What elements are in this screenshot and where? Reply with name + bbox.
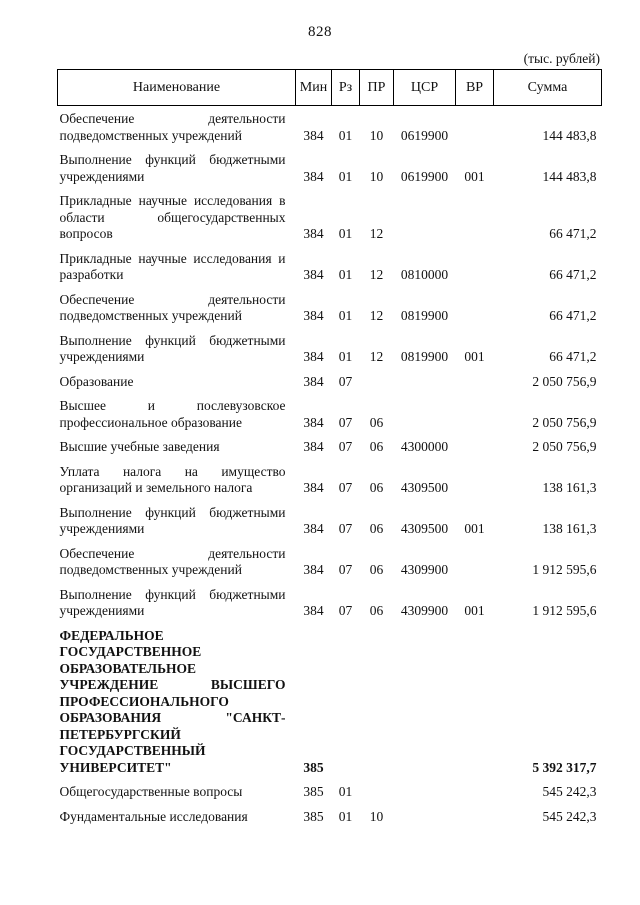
name-cell: Высшее и послевузовское профессиональное образование (59, 398, 286, 430)
pr-cell: 06 (369, 603, 384, 618)
table-row (58, 147, 602, 188)
pr-cell (360, 779, 394, 804)
header-row (58, 70, 602, 106)
csr-cell (394, 393, 456, 434)
csr-cell: 0619900 (400, 127, 449, 143)
table-body (58, 106, 602, 829)
sum-cell: 138 161,3 (542, 521, 597, 536)
vr-cell (456, 779, 494, 804)
pr-cell: 06 (369, 480, 384, 495)
min-cell: 385 (303, 759, 324, 775)
csr-cell: 4309900 (400, 603, 449, 618)
table-row (58, 459, 602, 500)
min-cell: 385 (303, 784, 324, 799)
budget-table (57, 69, 602, 828)
pr-cell: 10 (369, 808, 384, 824)
rz-cell: 07 (338, 562, 353, 577)
rz-cell (332, 623, 360, 780)
min-cell: 384 (303, 127, 324, 143)
vr-cell: 001 (464, 603, 485, 618)
sum-cell: 545 242,3 (542, 808, 597, 824)
name-cell: Обеспечение деятельности подведомственных учреждений (59, 111, 286, 143)
pr-cell (360, 369, 394, 394)
rz-cell: 01 (338, 127, 353, 143)
csr-cell: 0819900 (400, 308, 449, 323)
vr-cell (456, 246, 494, 287)
name-cell: Выполнение функций бюджетными учреждениями (59, 504, 286, 536)
rz-cell: 01 (338, 808, 353, 824)
vr-cell (456, 434, 494, 459)
table-row (58, 582, 602, 623)
min-cell: 384 (303, 168, 324, 184)
vr-cell (456, 188, 494, 246)
rz-cell: 01 (338, 349, 353, 364)
table-row (58, 328, 602, 369)
pr-cell: 12 (369, 226, 384, 241)
sum-cell: 1 912 595,6 (532, 562, 597, 577)
csr-cell: 4309900 (400, 562, 449, 577)
rz-cell: 01 (338, 784, 353, 799)
vr-cell: 001 (464, 349, 485, 364)
name-cell: Общегосударственные вопросы (59, 784, 243, 799)
sum-cell: 144 483,8 (542, 127, 597, 143)
csr-cell: 4309500 (400, 521, 449, 536)
vr-cell (456, 623, 494, 780)
table-header (58, 70, 602, 106)
csr-cell (394, 623, 456, 780)
pr-cell (360, 623, 394, 780)
rz-cell: 01 (338, 226, 353, 241)
csr-cell: 0619900 (400, 168, 449, 184)
pr-cell: 12 (369, 267, 384, 282)
header-cell-csr: ЦСР (394, 70, 456, 106)
csr-cell (394, 188, 456, 246)
min-cell: 385 (303, 808, 324, 824)
min-cell: 384 (303, 226, 324, 241)
min-cell: 384 (303, 308, 324, 323)
pr-cell: 06 (369, 439, 384, 454)
name-cell: Уплата налога на имущество организаций и земельного налога (59, 463, 286, 495)
rz-cell: 07 (338, 439, 353, 454)
rz-cell: 01 (338, 308, 353, 323)
name-cell: Образование (59, 373, 134, 389)
vr-cell (456, 459, 494, 500)
header-cell-pr: ПР (360, 70, 394, 106)
vr-cell (456, 287, 494, 328)
table-row (58, 434, 602, 459)
table-row (58, 246, 602, 287)
pr-cell: 10 (369, 127, 384, 143)
rz-cell: 07 (338, 521, 353, 536)
sum-cell: 66 471,2 (549, 226, 597, 241)
sum-cell: 138 161,3 (542, 480, 597, 495)
min-cell: 384 (303, 439, 324, 454)
name-cell: Обеспечение деятельности подведомственных учреждений (59, 545, 286, 577)
min-cell: 384 (303, 349, 324, 364)
csr-cell: 4300000 (400, 439, 449, 454)
table-row (58, 393, 602, 434)
vr-cell (456, 541, 494, 582)
name-cell: Высшие учебные заведения (59, 439, 220, 454)
table-row (58, 804, 602, 829)
sum-cell: 2 050 756,9 (532, 373, 597, 389)
sum-cell: 2 050 756,9 (532, 439, 597, 454)
pr-cell: 12 (369, 308, 384, 323)
pr-cell: 06 (369, 521, 384, 536)
min-cell: 384 (303, 267, 324, 282)
sum-cell: 66 471,2 (549, 349, 597, 364)
vr-cell (456, 804, 494, 829)
vr-cell: 001 (464, 168, 485, 184)
rz-cell: 07 (338, 373, 353, 389)
table-row (58, 779, 602, 804)
units-note: (тыс. рублей) (523, 51, 600, 66)
pr-cell: 06 (369, 562, 384, 577)
name-cell: ФЕДЕРАЛЬНОЕ ГОСУДАРСТВЕННОЕ ОБРАЗОВАТЕЛЬНОЕ УЧРЕЖДЕНИЕ ВЫСШЕГО ПРОФЕССИОНАЛЬНОГО ОБРАЗОВАНИЯ "САНКТ-ПЕТЕРБУРГСКИЙ ГОСУДАРСТВЕННЫЙ УНИВЕРСИТЕТ" (59, 627, 286, 775)
name-cell: Прикладные научные исследования в области общегосударственных вопросов (59, 193, 286, 241)
sum-cell: 66 471,2 (549, 308, 597, 323)
table-row (58, 287, 602, 328)
name-cell: Выполнение функций бюджетными учреждениями (59, 332, 286, 364)
sum-cell: 1 912 595,6 (532, 603, 597, 618)
header-cell-rz: Рз (332, 70, 360, 106)
pr-cell: 10 (369, 168, 384, 184)
csr-cell (394, 779, 456, 804)
header-cell-min: Мин (296, 70, 332, 106)
csr-cell (394, 804, 456, 829)
sum-cell: 144 483,8 (542, 168, 597, 184)
min-cell: 384 (303, 562, 324, 577)
table-row (58, 623, 602, 780)
page-number: 828 (308, 24, 332, 40)
rz-cell: 07 (338, 480, 353, 495)
name-cell: Обеспечение деятельности подведомственных учреждений (59, 291, 286, 323)
rz-cell: 01 (338, 267, 353, 282)
table-row (58, 106, 602, 148)
name-cell: Выполнение функций бюджетными учреждениями (59, 152, 286, 184)
pr-cell: 06 (369, 414, 384, 430)
csr-cell: 4309500 (400, 480, 449, 495)
rz-cell: 07 (338, 603, 353, 618)
min-cell: 384 (303, 373, 324, 389)
table-row (58, 188, 602, 246)
header-cell-name: Наименование (58, 70, 296, 106)
pr-cell: 12 (369, 349, 384, 364)
min-cell: 384 (303, 521, 324, 536)
vr-cell (456, 393, 494, 434)
header-cell-sum: Сумма (494, 70, 602, 106)
table-row (58, 541, 602, 582)
vr-cell: 001 (464, 521, 485, 536)
table-row (58, 369, 602, 394)
header-cell-vr: ВР (456, 70, 494, 106)
min-cell: 384 (303, 603, 324, 618)
sum-cell: 545 242,3 (542, 784, 597, 799)
sum-cell: 66 471,2 (549, 267, 597, 282)
min-cell: 384 (303, 414, 324, 430)
name-cell: Фундаментальные исследования (59, 808, 248, 824)
name-cell: Выполнение функций бюджетными учреждениями (59, 586, 286, 618)
table-row (58, 500, 602, 541)
rz-cell: 07 (338, 414, 353, 430)
name-cell: Прикладные научные исследования и разработки (59, 250, 286, 282)
vr-cell (456, 369, 494, 394)
vr-cell (456, 106, 494, 148)
csr-cell: 0819900 (400, 349, 449, 364)
min-cell: 384 (303, 480, 324, 495)
sum-cell: 2 050 756,9 (532, 414, 597, 430)
csr-cell (394, 369, 456, 394)
sum-cell: 5 392 317,7 (532, 759, 597, 775)
rz-cell: 01 (338, 168, 353, 184)
csr-cell: 0810000 (400, 267, 449, 282)
